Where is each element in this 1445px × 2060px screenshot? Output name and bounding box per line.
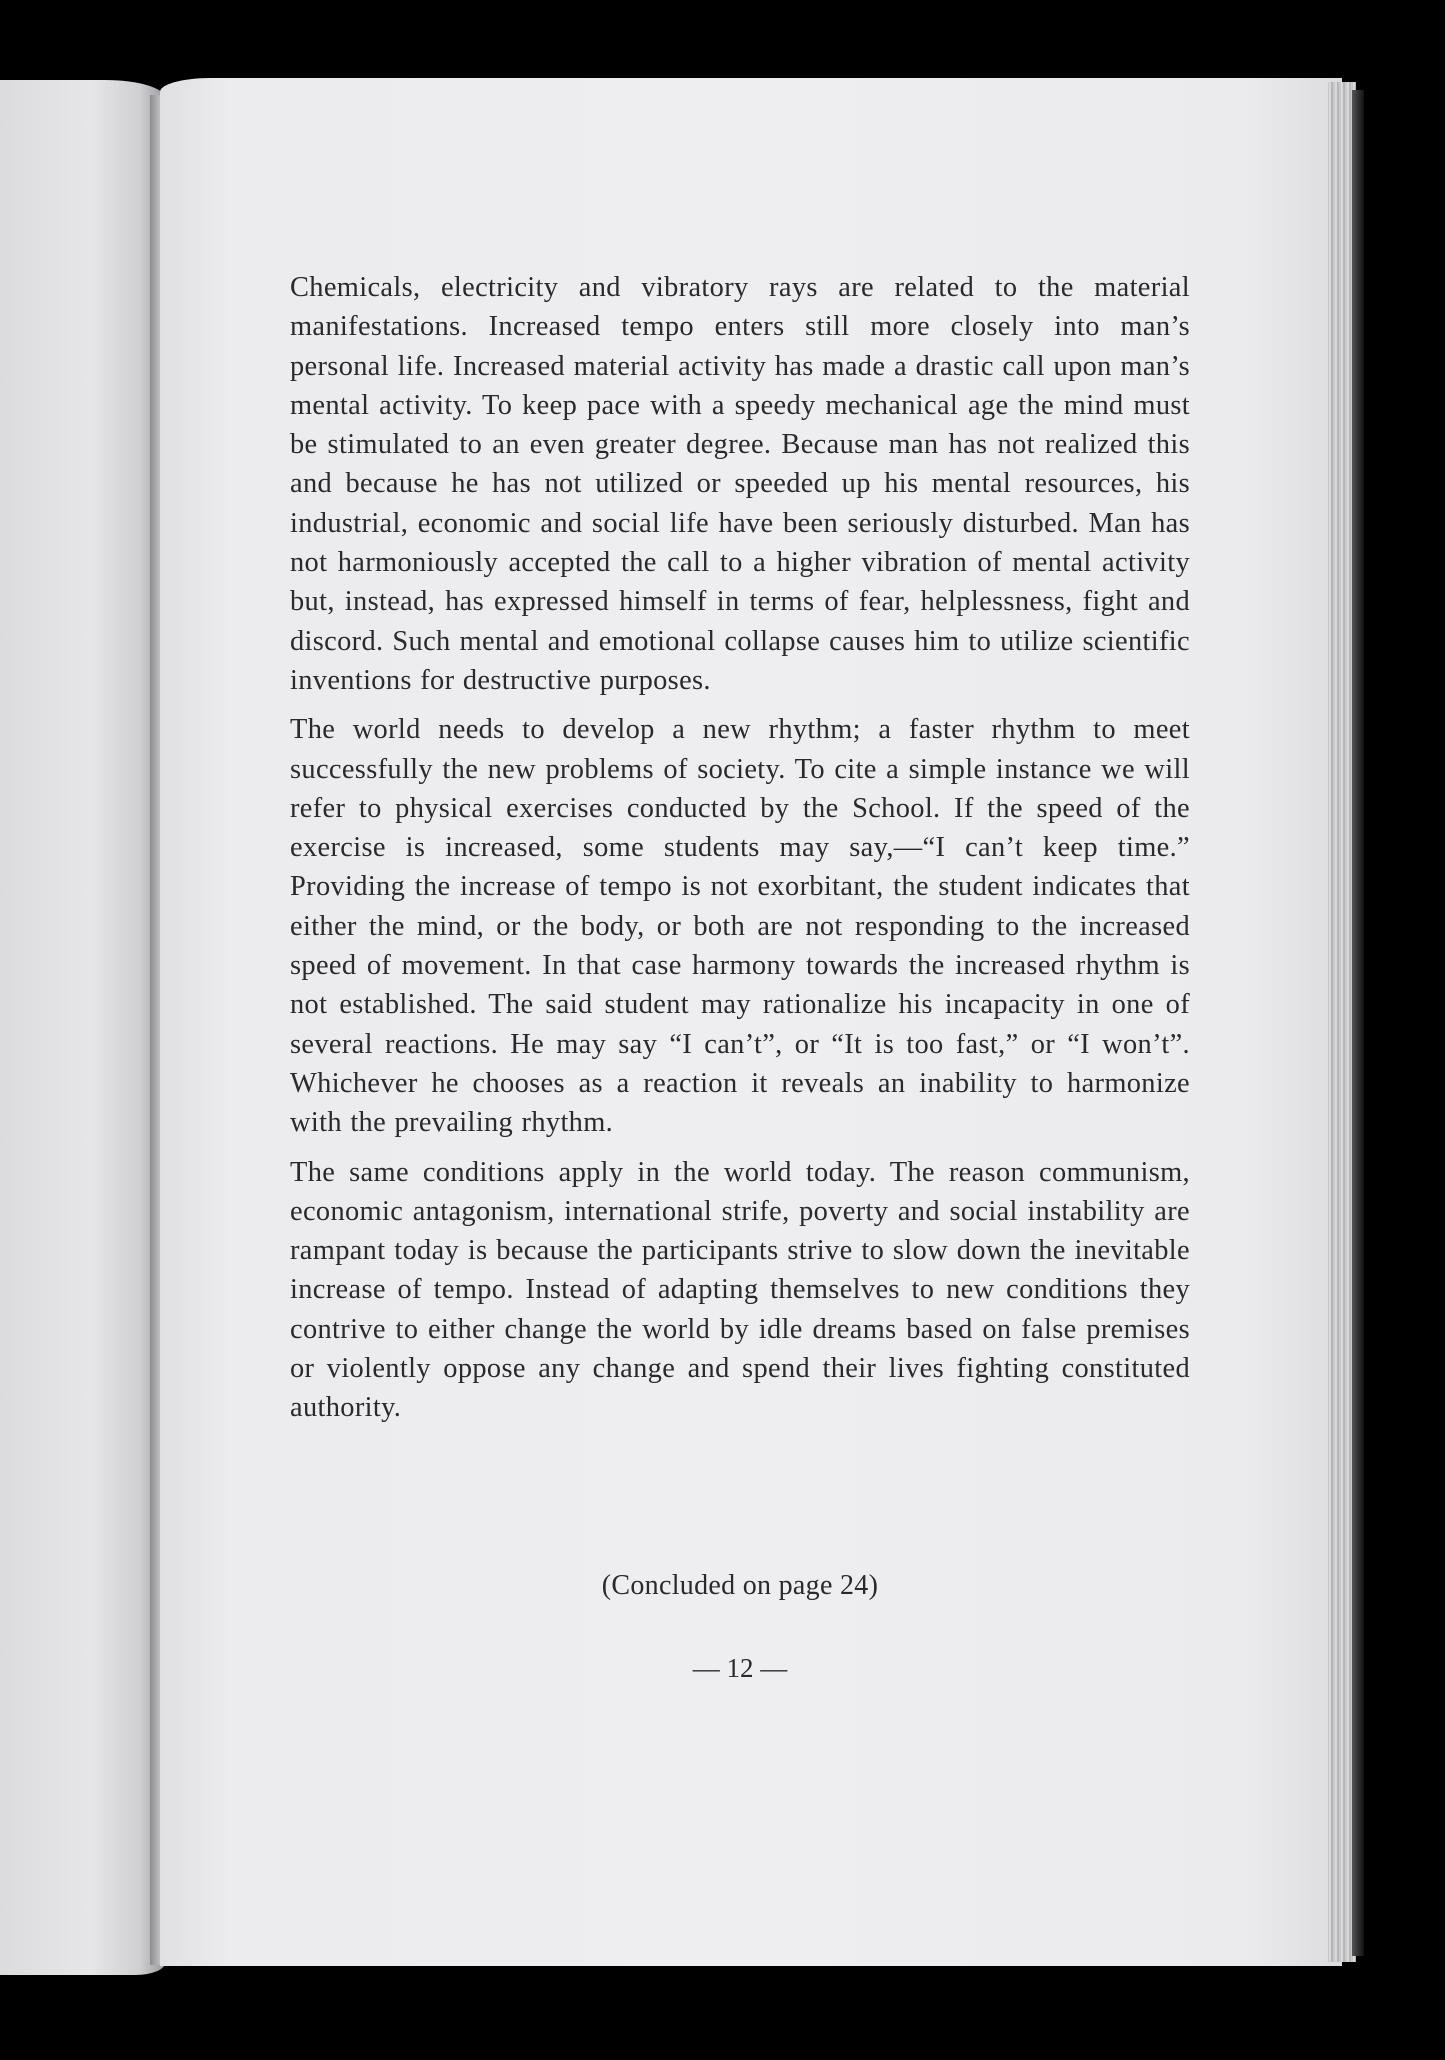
- page-number: — 12 —: [692, 1653, 788, 1683]
- page-edge-shadow: [1352, 90, 1364, 1956]
- continuation-note: (Concluded on page 24): [601, 1570, 879, 1601]
- body-text: [290, 268, 1190, 1438]
- paragraph-3: The same conditions apply in the world today. The reason communism, economic antagonism, international strife, poverty and social instability are rampant today is because the participants strive to slow down the inevitable increase of tempo. Instead of adapting themselves to new conditions they contrive to either change the world by idle dreams based on false premises or violently oppose any change and spend their lives fighting constituted authority.: [290, 1156, 1190, 1424]
- left-page-edge: [0, 80, 165, 1975]
- paragraph-2: The world needs to develop a new rhythm; a faster rhythm to meet successfully the new problems of society. To cite a simple instance we will refer to physical exercises conducted by the School. If the speed of the exercise is increased, some students may say,—“I can’t keep time.” Providing the increase of tempo is not exorbitant, the student indicates that either the mind, or the body, or both are not responding to the increased speed of movement. In that case harmony towards the increased rhythm is not established. The said student may rationalize his incapacity in one of several reactions. He may say “I can’t”, or “It is too fast,” or “I won’t”. Whichever he chooses as a reaction it reveals an inability to harmonize with the prevailing rhythm.: [290, 714, 1190, 1139]
- paragraph-1: Chemicals, electricity and vibratory rays are related to the material manifestations. Increased tempo enters still more closely into man’s personal life. Increased material activity has made a drastic call upon man’s mental activity. To keep pace with a speedy mechanical age the mind must be stimulated to an even greater degree. Because man has not realized this and because he has not utilized or speeded up his mental resources, his industrial, economic and social life have been seriously disturbed. Man has not harmoniously accepted the call to a higher vibration of mental activity but, instead, has expressed himself in terms of fear, helplessness, fight and discord. Such mental and emotional collapse causes him to utilize scientific inventions for destructive purposes.: [290, 272, 1190, 696]
